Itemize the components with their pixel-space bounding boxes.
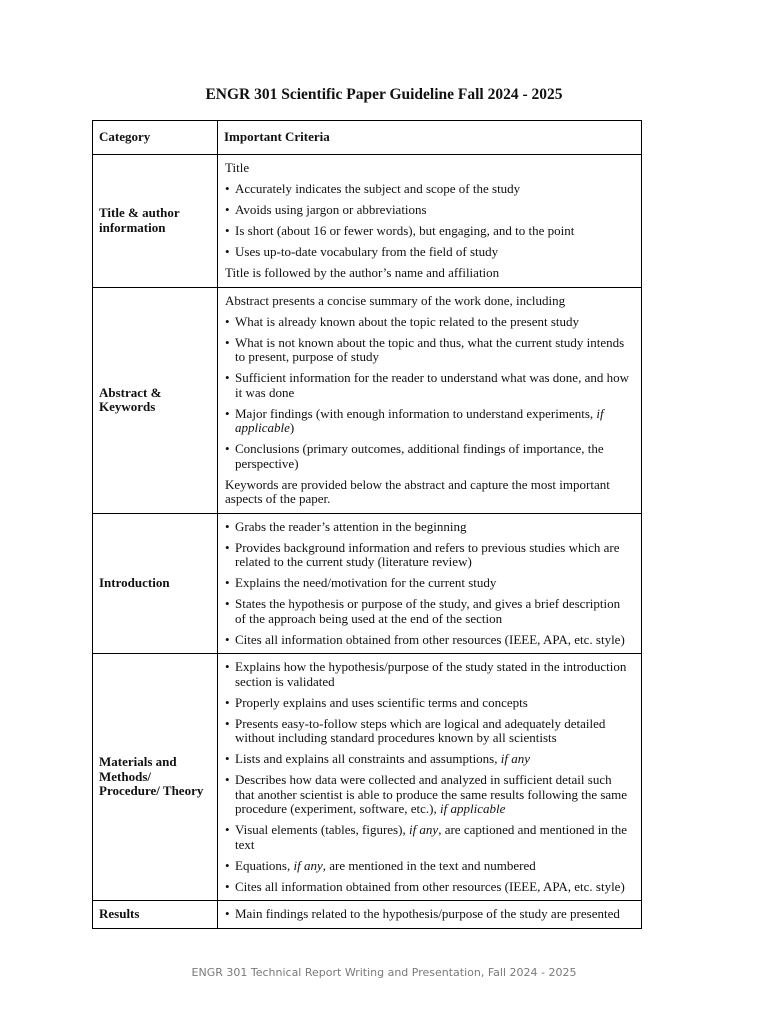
criteria-item — [225, 336, 633, 365]
criteria-item-text: Uses up-to-date vocabulary from the field of study — [235, 244, 499, 259]
criteria-item — [225, 442, 633, 471]
criteria-list — [225, 182, 633, 260]
table-row — [93, 155, 642, 288]
criteria-item-text: Accurately indicates the subject and scope of the study — [235, 181, 521, 196]
criteria-item — [225, 752, 633, 767]
criteria-intro: Abstract presents a concise summary of the work done, including — [225, 292, 566, 308]
criteria-item-text: Major findings (with enough information to understand experiments, — [235, 405, 597, 421]
criteria-list — [225, 520, 633, 648]
criteria-cell — [218, 654, 642, 901]
criteria-item-text: Cites all information obtained from other resources (IEEE, APA, etc. style) — [235, 631, 625, 647]
criteria-item-text: , are captioned and mentioned in the text — [235, 822, 627, 852]
table-body — [93, 155, 642, 929]
criteria-item-text: What is not known about the topic and thus, what the current study intends to present, purpose of study — [235, 334, 625, 364]
criteria-item-text: Equations, — [235, 857, 294, 873]
criteria-item — [225, 717, 633, 746]
criteria-item-qualifier: if applicable — [235, 405, 604, 435]
criteria-item-text: Properly explains and uses scientific terms and concepts — [235, 694, 528, 710]
criteria-item-text: Provides background information and refers to previous studies which are related to the current study (literature review) — [235, 539, 620, 569]
criteria-item — [225, 245, 633, 260]
category-cell: Title & author information — [93, 155, 218, 288]
criteria-list — [225, 315, 633, 472]
criteria-item-text: Lists and explains all constraints and assumptions, — [235, 751, 501, 766]
criteria-item-text: Describes how data were collected and analyzed in sufficient detail such that another scientist is able to produce the same results following the same procedure (experiment, software, etc.), — [235, 772, 628, 816]
criteria-item — [225, 224, 633, 239]
criteria-item-text: Visual elements (tables, figures), — [235, 822, 409, 837]
criteria-cell — [218, 513, 642, 654]
page-footer: ENGR 301 Technical Report Writing and Presentation, Fall 2024 - 2025 — [191, 966, 577, 979]
criteria-item-text: Explains how the hypothesis/purpose of the study stated in the introduction section is validated — [235, 659, 627, 689]
criteria-item — [225, 371, 633, 400]
category-cell: Abstract & Keywords — [93, 287, 218, 513]
table-row — [93, 654, 642, 901]
criteria-item — [225, 520, 633, 535]
criteria-outro: Keywords are provided below the abstract and capture the most important aspects of the paper. — [225, 476, 610, 506]
criteria-item-text: Cites all information obtained from other resources (IEEE, APA, etc. style) — [235, 878, 625, 894]
criteria-outro: Title is followed by the author’s name and affiliation — [225, 265, 500, 280]
criteria-intro: Title — [225, 160, 250, 175]
criteria-item — [225, 597, 633, 626]
criteria-item-text: Grabs the reader’s attention in the beginning — [235, 518, 467, 534]
criteria-item-qualifier: if any — [293, 857, 323, 873]
criteria-item — [225, 773, 633, 817]
criteria-item-qualifier: if any — [500, 751, 530, 766]
criteria-item — [225, 633, 633, 648]
criteria-item-text: Main findings related to the hypothesis/purpose of the study are presented — [235, 906, 620, 921]
criteria-item-text: ) — [289, 420, 295, 435]
table-row — [93, 287, 642, 513]
criteria-table — [92, 120, 642, 929]
criteria-item-qualifier: if applicable — [440, 801, 506, 816]
criteria-item — [225, 907, 633, 922]
criteria-item — [225, 880, 633, 895]
criteria-item — [225, 859, 633, 874]
criteria-item — [225, 407, 633, 436]
criteria-item — [225, 696, 633, 711]
table-row — [93, 901, 642, 929]
criteria-item — [225, 576, 633, 591]
criteria-cell — [218, 155, 642, 288]
document-title: ENGR 301 Scientific Paper Guideline Fall 2024 - 2025 — [205, 86, 563, 103]
criteria-item — [225, 660, 633, 689]
criteria-item-text: Presents easy-to-follow steps which are logical and adequately detailed without including standard procedures known by all scientists — [235, 715, 606, 745]
header-category: Category — [93, 121, 218, 155]
criteria-item-text: Avoids using jargon or abbreviations — [235, 202, 427, 217]
criteria-item-text: Is short (about 16 or fewer words), but engaging, and to the point — [235, 223, 575, 238]
category-cell: Materials and Methods/ Procedure/ Theory — [93, 654, 218, 901]
criteria-item — [225, 315, 633, 330]
criteria-item-text: Conclusions (primary outcomes, additional findings of importance, the perspective) — [235, 441, 604, 471]
criteria-list — [225, 660, 633, 894]
criteria-item — [225, 823, 633, 852]
criteria-item — [225, 203, 633, 218]
criteria-item-text: Explains the need/motivation for the current study — [235, 575, 497, 590]
criteria-cell — [218, 901, 642, 929]
criteria-item — [225, 182, 633, 197]
criteria-item-text: What is already known about the topic related to the present study — [235, 313, 580, 329]
table-header-row — [93, 121, 642, 155]
criteria-item-text: Sufficient information for the reader to understand what was done, and how it was done — [235, 370, 629, 400]
header-important-criteria: Important Criteria — [218, 121, 642, 155]
criteria-item-qualifier: if any — [408, 822, 439, 837]
criteria-item-text: States the hypothesis or purpose of the study, and gives a brief description of the approach being used at the end of the section — [235, 596, 621, 626]
category-cell: Introduction — [93, 513, 218, 654]
table-row — [93, 513, 642, 654]
criteria-cell — [218, 287, 642, 513]
criteria-item-text: , are mentioned in the text and numbered — [322, 857, 536, 873]
criteria-list — [225, 907, 633, 922]
category-cell: Results — [93, 901, 218, 929]
criteria-item — [225, 541, 633, 570]
